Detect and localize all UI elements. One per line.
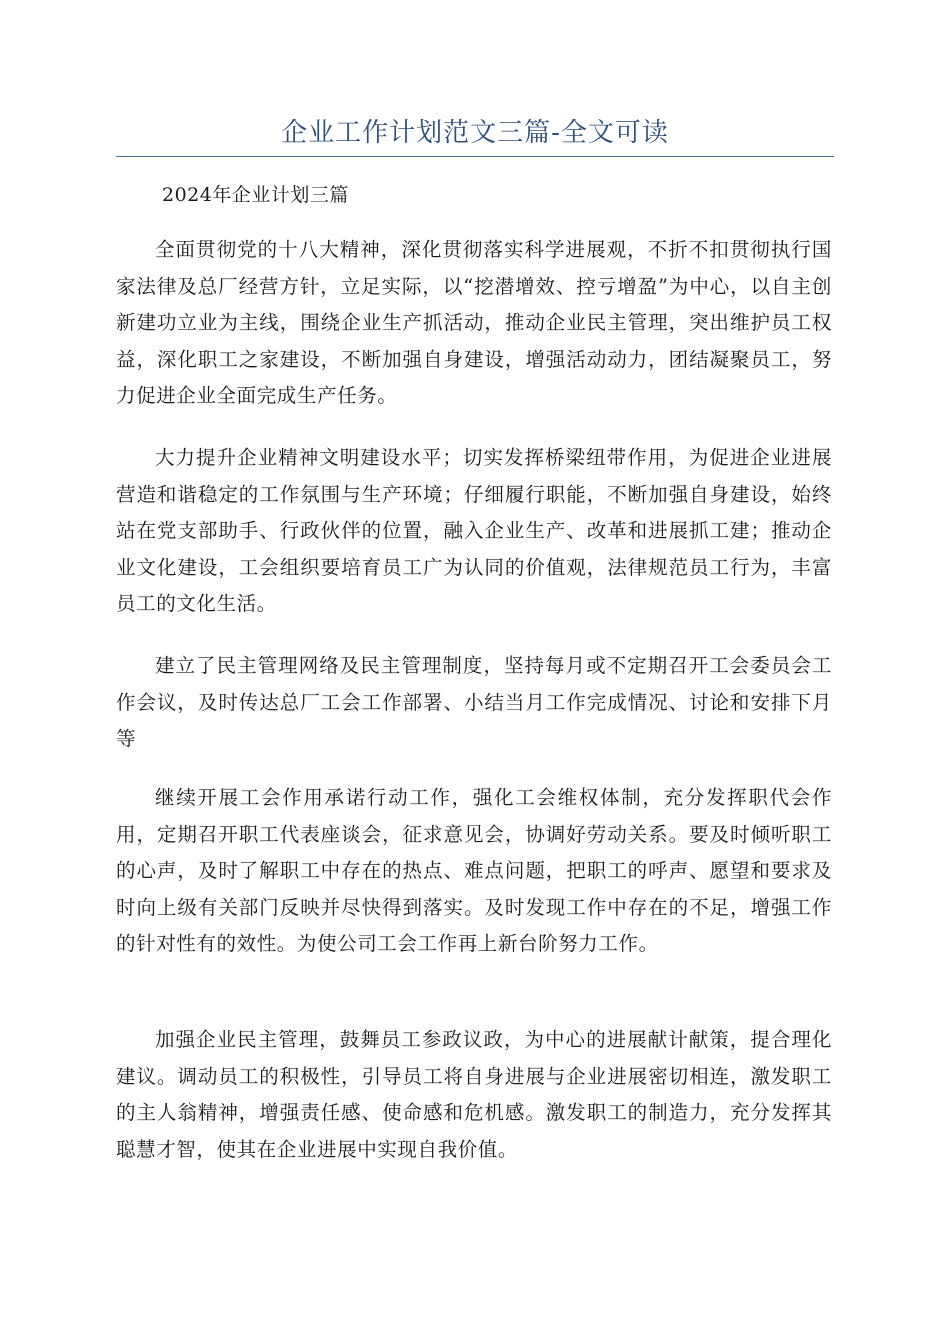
page-title: 企业工作计划范文三篇-全文可读	[281, 118, 669, 148]
title-block	[116, 112, 834, 157]
section-subtitle: 2024年企业计划三篇	[162, 184, 349, 206]
paragraph-5: 加强企业民主管理，鼓舞员工参政议政，为中心的进展献计献策，提合理化建议。调动员工的积极性，引导员工将自身进展与企业进展密切相连，激发职工的主人翁精神，增强责任感、使命感和危机感。激发职工的制造力，充分发挥其聪慧才智，使其在企业进展中实现自我价值。	[116, 1028, 832, 1161]
paragraph-4: 继续开展工会作用承诺行动工作，强化工会维权体制，充分发挥职代会作用，定期召开职工代表座谈会，征求意见会，协调好劳动关系。要及时倾听职工的心声，及时了解职工中存在的热点、难点问题，把职工的呼声、愿望和要求及时向上级有关部门反映并尽快得到落实。及时发现工作中存在的不足，增强工作的针对性有的效性。为使公司工会工作再上新台阶努力工作。	[116, 786, 832, 955]
paragraph-1: 全面贯彻党的十八大精神，深化贯彻落实科学进展观，不折不扣贯彻执行国家法律及总厂经营方针，立足实际，以“挖潜增效、控亏增盈”为中心，以自主创新建功立业为主线，围绕企业生产抓活动，推动企业民主管理，突出维护员工权益，深化职工之家建设，不断加强自身建设，增强活动动力，团结凝聚员工，努力促进企业全面完成生产任务。	[116, 238, 832, 407]
paragraph-2: 大力提升企业精神文明建设水平；切实发挥桥梁纽带作用，为促进企业进展营造和谐稳定的工作氛围与生产环境；仔细履行职能，不断加强自身建设，始终站在党支部助手、行政伙伴的位置，融入企业生产、改革和进展抓工建；推动企业文化建设，工会组织要培育员工广为认同的价值观，法律规范员工行为，丰富员工的文化生活。	[116, 446, 832, 615]
paragraph-3: 建立了民主管理网络及民主管理制度，坚持每月或不定期召开工会委员会工作会议，及时传达总厂工会工作部署、小结当月工作完成情况、讨论和安排下月等	[116, 654, 832, 750]
